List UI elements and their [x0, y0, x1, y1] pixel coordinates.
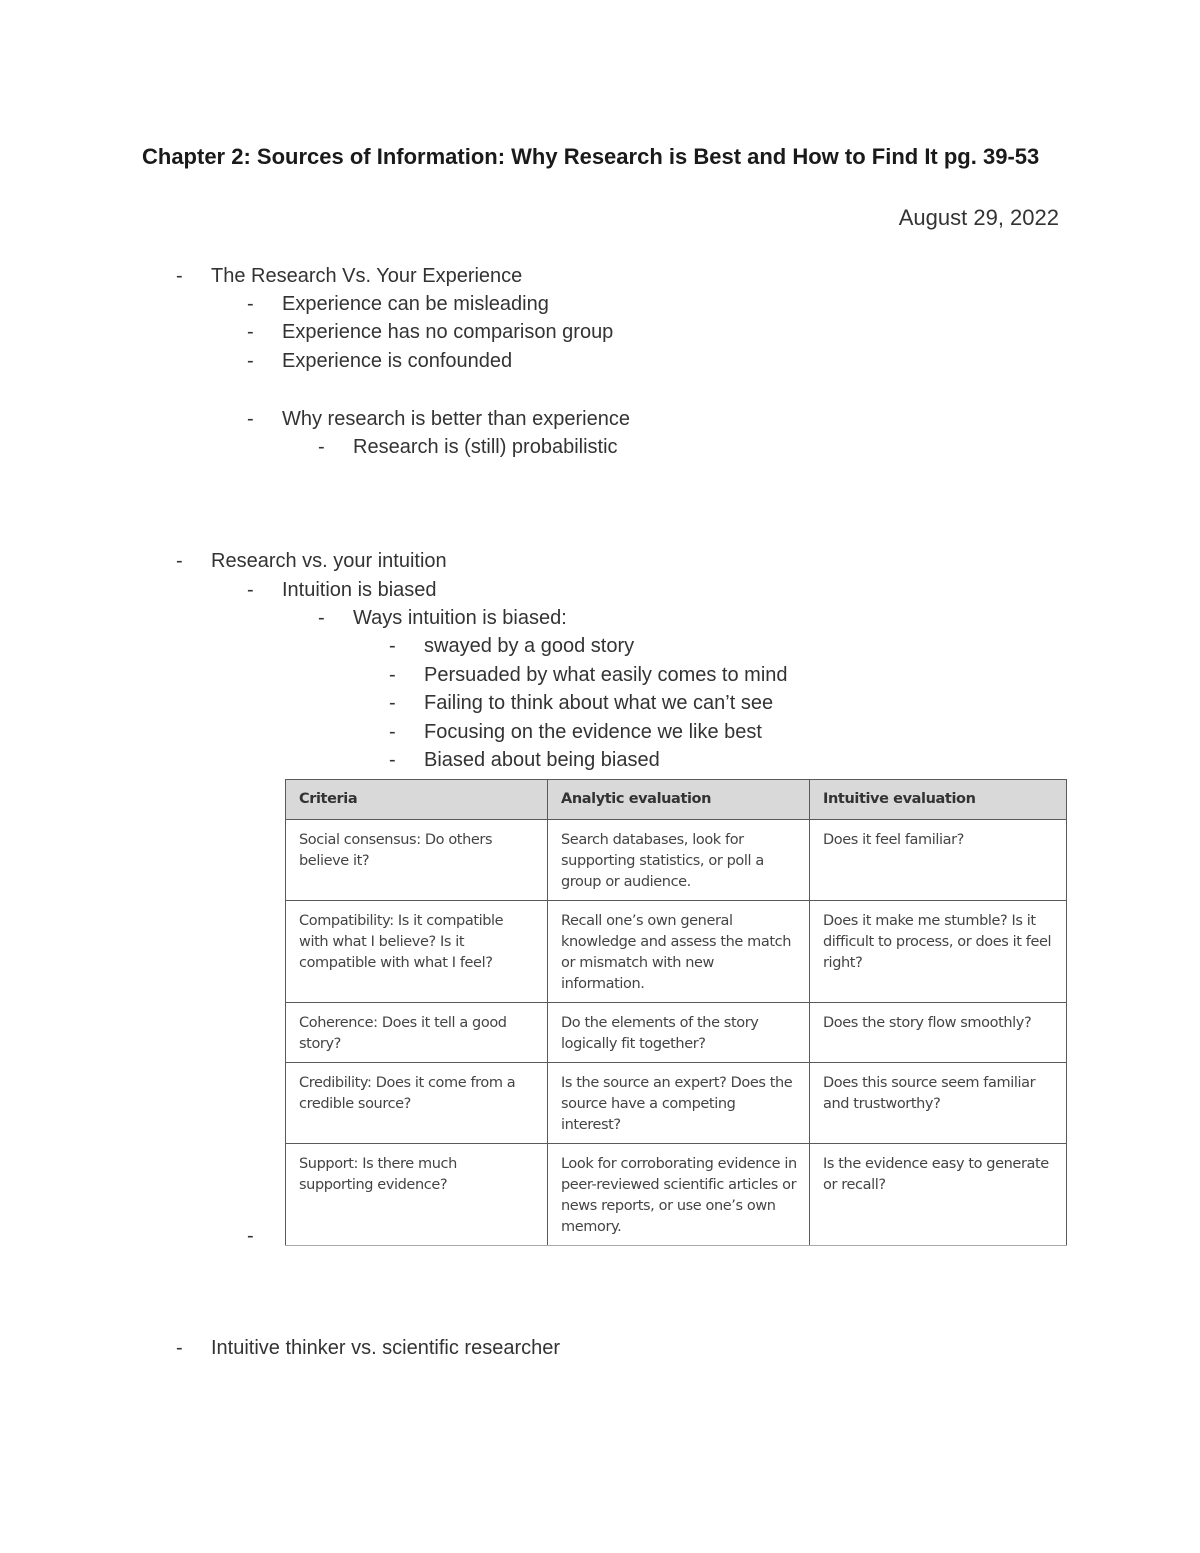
list-item-text: Experience can be misleading [282, 293, 549, 315]
table-cell: Look for corroborating evidence in peer-reviewed scientific articles or news reports, or use one’s own memory. [548, 1144, 810, 1246]
list-item [389, 632, 635, 660]
list-item-text: Ways intuition is biased: [353, 607, 567, 629]
list-item [176, 1334, 561, 1362]
list-item-text: Biased about being biased [424, 749, 660, 771]
bullet-dash: - [247, 293, 254, 315]
document-date: August 29, 2022 [898, 205, 1059, 230]
list-item-text: swayed by a good story [424, 635, 635, 657]
table-header-cell: Analytic evaluation [548, 780, 810, 820]
bullet-dash: - [247, 579, 254, 601]
table-row [286, 1144, 1067, 1246]
bullet-dash: - [176, 550, 183, 572]
table-header-row [286, 780, 1067, 820]
bullet-dash: - [389, 635, 396, 657]
table-cell: Is the evidence easy to generate or recall? [810, 1144, 1067, 1246]
list-item [247, 347, 513, 375]
bullet-dash: - [176, 265, 183, 287]
bullet-dash: - [247, 1225, 254, 1247]
list-item [176, 547, 447, 575]
bullet-dash: - [389, 692, 396, 714]
table-row [286, 1003, 1067, 1063]
table-row [286, 820, 1067, 901]
table-header-cell: Criteria [286, 780, 548, 820]
list-item [318, 433, 618, 461]
list-item [389, 661, 788, 689]
table-cell: Does it make me stumble? Is it difficult to process, or does it feel right? [810, 901, 1067, 1003]
table-cell: Credibility: Does it come from a credible source? [286, 1063, 548, 1144]
table-cell: Does it feel familiar? [810, 820, 1067, 901]
bullet-dash: - [389, 749, 396, 771]
list-item [247, 290, 549, 318]
bullet-dash: - [389, 664, 396, 686]
table-row [286, 1063, 1067, 1144]
list-item-text: Intuition is biased [282, 579, 437, 601]
list-item [247, 576, 437, 604]
list-item [389, 746, 660, 774]
bullet-dash: - [389, 721, 396, 743]
list-item [247, 318, 614, 346]
document-title: Chapter 2: Sources of Information: Why Research is Best and How to Find It pg. 39-53 [142, 144, 1040, 169]
section-heading: The Research Vs. Your Experience [211, 265, 523, 287]
list-item [176, 262, 523, 290]
list-item-text: Experience has no comparison group [282, 321, 614, 343]
bullet-dash: - [247, 408, 254, 430]
table-cell: Is the source an expert? Does the source have a competing interest? [548, 1063, 810, 1144]
table-cell: Does this source seem familiar and trustworthy? [810, 1063, 1067, 1144]
table-cell: Search databases, look for supporting statistics, or poll a group or audience. [548, 820, 810, 901]
section-heading: Intuitive thinker vs. scientific researcher [211, 1337, 561, 1359]
list-item-text: Experience is confounded [282, 350, 513, 372]
table-cell: Recall one’s own general knowledge and assess the match or mismatch with new information. [548, 901, 810, 1003]
table-cell: Coherence: Does it tell a good story? [286, 1003, 548, 1063]
list-item [389, 689, 774, 717]
list-item-text: Failing to think about what we can’t see [424, 692, 774, 714]
table-cell: Social consensus: Do others believe it? [286, 820, 548, 901]
list-item-text: Why research is better than experience [282, 408, 630, 430]
table-cell: Compatibility: Is it compatible with what I believe? Is it compatible with what I feel? [286, 901, 548, 1003]
table-row [286, 901, 1067, 1003]
bullet-dash: - [176, 1337, 183, 1359]
list-item-text: Persuaded by what easily comes to mind [424, 664, 788, 686]
table-cell: Support: Is there much supporting evidence? [286, 1144, 548, 1246]
list-item [389, 718, 762, 746]
list-item-text: Focusing on the evidence we like best [424, 721, 762, 743]
bullet-dash: - [247, 321, 254, 343]
section-heading: Research vs. your intuition [211, 550, 447, 572]
list-item [318, 604, 567, 632]
table-header-cell: Intuitive evaluation [810, 780, 1067, 820]
table-cell: Do the elements of the story logically fit together? [548, 1003, 810, 1063]
bullet-dash: - [318, 436, 325, 458]
criteria-table [285, 779, 1067, 1246]
bullet-dash: - [318, 607, 325, 629]
table-cell: Does the story flow smoothly? [810, 1003, 1067, 1063]
list-item [247, 405, 630, 433]
list-item-text: Research is (still) probabilistic [353, 436, 618, 458]
bullet-dash: - [247, 350, 254, 372]
